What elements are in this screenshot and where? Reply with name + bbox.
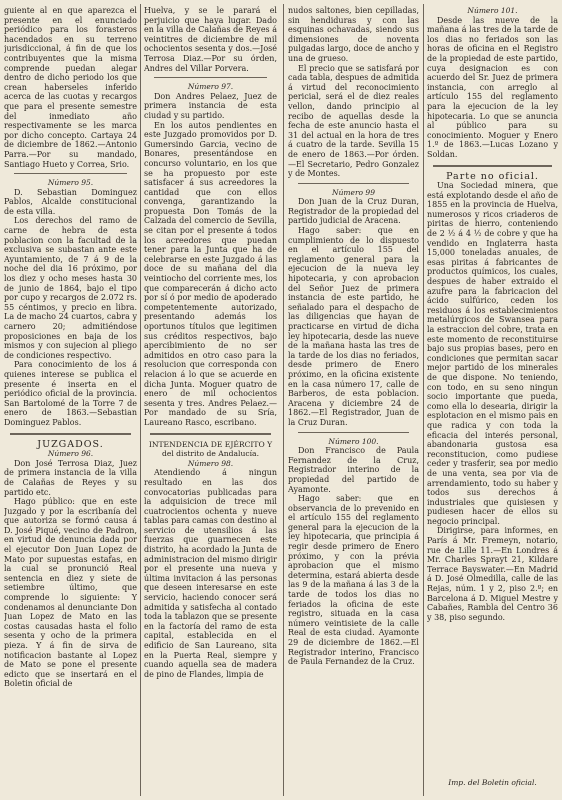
section-title: INTENDENCIA DE EJÉRCITO Y del distrito de Andalucía. xyxy=(148,439,273,459)
column-rule xyxy=(283,4,284,796)
paragraph: Don José Terrosa Diaz, Juez de primera instancia de la villa de Calañas de Reyes y su partido etc. xyxy=(4,458,137,497)
column-rule xyxy=(140,4,141,796)
paragraph: Hago saber: que en observancia de lo prevenido en el artículo 155 del reglamento general para la ejecucion de la ley hipotecaria, que principia á regir desde primero de Enero próximo, y con la prévia aprobacion que el mismo determina, estará abierta desde las 9 de la mañana á las 3 de la tarde de todos los dias no feriados la oficina de este registro, situada en la casa número veintisiete de la calle Real de esta ciudad. Ayamonte 29 de diciembre de 1862.—El Registrador interino, Francisco de Paula Fernandez de la Cruz. xyxy=(288,494,419,667)
paragraph: Dirigirse, para informes, en París á Mr. Fremeyn, notario, rue de Lille 11.—En Londres á Mr. Charles Sprayt 21, Kildare Terrace Bayswater.—En Madrid á D. José Olmedilla, calle de las Rejas, núm. 1 y 2, piso 2.º; en Barcelona á D. Miguel Mestre y Cabañes, Rambla del Centro 36 y 38, piso segundo. xyxy=(427,526,558,622)
paragraph: guiente al en que aparezca el presente en el enunciado periódico para los forasteros hacendados en su terreno jurisdiccional, á fin de que los contribuyentes que la misma comprende puedan alegar dentro de dicho periodo los que crean haberseles inferido acerca de las cuotas y recargos que para el presente semestre del inmediato año respectivamente se les marca por dicho concepto. Cartaya 24 de diciembre de 1862.—Antonio Parra.—Por su mandado, Santiago Hueto y Correa, Srio. xyxy=(4,6,137,169)
paragraph: Hago público: que en este Juzgado y por la escribanía del que autoriza se formó causa á D. José Piqué, vecino de Padron, en virtud de denuncia dada por el ejecutor Don Juan Lopez de Mato por supuestas estafas, en la cual se pronunció Real sentencia en diez y siete de setiembre último, que comprende lo siguiente: Y condenamos al denunciante Don Juan Lopez de Mato en las costas causadas hasta el folio sesenta y ocho de la primera pieza. Y á fin de sirva de notificacion bastante al Lopez de Mato se pone el presente edicto que se insertará en el Boletin oficial de xyxy=(4,497,137,689)
column-4 xyxy=(427,6,558,772)
section-title: JUZGADOS. xyxy=(37,438,104,450)
divider xyxy=(14,173,127,174)
paragraph: Don Andres Pelaez, Juez de primera instancia de esta ciudad y su partido. xyxy=(144,91,277,120)
divider xyxy=(433,165,552,167)
divider xyxy=(150,433,271,435)
notice-number: Número 99 xyxy=(332,187,375,197)
paragraph: Hago saber: que en cumplimiento de lo dispuesto en el artículo 155 del reglamento general para la ejecucion de la nueva ley hipotecaria, y con aprobacion del Señor Juez de primera instancia de este partido, he señalado para el despacho de las diligencias que hayan de practicarse en virtud de dicha ley hipotecaria, desde las nueve de la mañana hasta las tres de la tarde de los dias no feriados, desde primero de Enero próximo, en la oficina existente en la casa número 17, calle de Barberos, de esta poblacion. Aracena y diciembre 24 de 1862.—El Registrador, Juan de la Cruz Duran. xyxy=(288,226,419,427)
column-1 xyxy=(4,6,137,796)
printer-imprint: Imp. del Boletin oficial. xyxy=(448,778,537,787)
notice-number: Número 98. xyxy=(187,458,234,468)
column-3 xyxy=(288,6,419,796)
paragraph: Una Sociedad minera, que está explotando desde el año de 1855 en la provincia de Huelva, numerosos y ricos criaderos de piritas de hierro, conteniendo de 2 ½ á 4 ½ de cobre y que ha vendido en Inglaterra hasta 15,000 toneladas anuales, de esas piritas á fabricantes de productos químicos, los cuales, despues de haber extraido el azufre para la fabricacion del ácido sulfúrico, ceden los residuos á los establecimientos metalúrgicos de Swansea para la estraccion del cobre, trata en este momento de reconstituirse bajo sus propias bases, pero en condiciones que permitan sacar mejor partido de los minerales de que dispone. No teniendo, con todo, en su seno ningun socio importante que pueda, como ella lo desearia, dirigir la esplotacion en el mismo pais en que radica y con toda la eficacia del interés personal, abandonaria gustosa esa reconstitucion, como pudiese ceder y trasferir, sea por medio de una venta, sea por via de arrendamiento, todo su haber y todos sus derechos á industriales que quisiesen y pudiesen hacer de ellos su negocio principal. xyxy=(427,181,558,526)
paragraph: El precio que se satisfará por cada tabla, despues de admitida á virtud del reconocimiento pericial, será el de diez reales vellon, dando principio al recibo de aquellas desde la fecha de este anuncio hasta el 31 del actual en la hora de tres á cuatro de la tarde. Sevilla 15 de enero de 1863.—Por órden.—El Secretario, Pedro Gonzalez y de Montes. xyxy=(288,63,419,179)
paragraph: nudos saltones, bien cepilladas, sin hendiduras y con las esquinas ochavadas, siendo sus dimensiones de noventa pulgadas largo, doce de ancho y una de grueso. xyxy=(288,6,419,63)
paragraph: Don Juan de la Cruz Duran, Registrador de la propiedad del partido judicial de Aracena. xyxy=(288,197,419,226)
divider xyxy=(10,433,131,435)
paragraph: Desde las nueve de la mañana á las tres de la tarde de los dias no feriados son las horas de oficina en el Registro de la propiedad de este partido, cuya designacion es con acuerdo del Sr. Juez de primera instancia, con arreglo al artículo 155 del reglamento para la ejecucion de la ley hipotecaria. Lo que se anuncia al público para su conocimiento. Moguer y Enero 1.º de 1863.—Lucas Lozano y Soldan. xyxy=(427,15,558,159)
notice-number: Número 96. xyxy=(47,449,94,459)
paragraph: Atendiendo á ningun resultado en las dos convocatorias publicadas para la adquisicion de trece mil cuatrocientos ochenta y nueve tablas para camas con destino al servicio de utensilios á las fuerzas que guarnecen este distrito, ha acordado la Junta de administracion del mismo dirigir por el presente una nueva y última invitacion á las personas que deseen interesarse en este servicio, haciendo conocer será admitida y satisfecha al contado toda la tablazon que se presente en la factoría del ramo de esta capital, establecida en el edificio de San Laureano, sita en la Puerta Real, siempre y cuando aquella sea de madera de pino de Flandes, limpia de xyxy=(144,468,277,679)
paragraph: D. Sebastian Dominguez Pablos, Alcalde constitucional de esta villa. xyxy=(4,187,137,216)
notice-number: Número 100. xyxy=(328,436,379,446)
paragraph: En los autos pendientes en este Juzgado promovidos por D. Gumersindo Garcia, vecino de Bonares, presentándose en concurso voluntario, en los que se ha propuesto por este satisfacer á sus acreedores la cantidad que con ellos convenga, garantizando la propuesta Don Tomás de la Calzada del comercio de Sevilla, se citan por el presente á todos los acreedores que puedan tener para la Junta que ha de celebrarse en este Juzgado á las doce de su mañana del dia veintiocho del corriente mes, los que comparecerán á dicho acto por sí ó por medio de apoderado competentemente autorizado, presentando además los oportunos títulos que legitimen sus créditos respectivos, bajo apercibimiento de no ser admitidos en otro caso para la resolucion que corresponda con relacion á lo que se acuerde en dicha Junta. Moguer quatro de enero de mil ochocientos sesenta y tres. Andres Pelaez.—Por mandado de su Sría, Laureano Rasco, escribano. xyxy=(144,120,277,427)
paragraph: Don Francisco de Paula Fernandez de la Cruz, Registrador interino de la propiedad del partido de Ayamonte. xyxy=(288,446,419,494)
divider xyxy=(298,432,409,433)
divider xyxy=(298,183,409,184)
section-title: Parte no oficial. xyxy=(446,170,539,182)
paragraph: Para conocimiento de los á quienes interese se publica el presente é inserta en el periódico oficial de la provincia. San Bartolomé de la Torre 7 de enero de 1863.—Sebastian Dominguez Pablos. xyxy=(4,360,137,427)
notice-number: Número 101. xyxy=(467,6,518,15)
column-2 xyxy=(144,6,277,796)
paragraph: Los derechos del ramo de carne de hebra de esta poblacion con la facultad de la exclusiva se subastan ante este Ayuntamiento, de 7 á 9 de la noche del dia 16 próximo, por los diez y ocho meses hasta 30 de junio de 1864, bajo el tipo por cupo y recargos de 2.072 rs. 55 céntimos, y precio en libra. La de macho 24 cuartos, cabra y carnero 20; admitiéndose proposiciones en baja de los mismos y con sujecion al pliego de condiciones respectivo. xyxy=(4,216,137,360)
notice-number: Número 95. xyxy=(47,178,94,188)
column-rule xyxy=(423,4,424,796)
notice-number: Número 97. xyxy=(187,82,234,92)
paragraph: Huelva, y se le parará el perjuicio que haya lugar. Dado en la villa de Calañas de Reyes á veintitres de diciembre de mil ochocientos sesenta y dos.—José Terrosa Diaz.—Por su órden, Andres del Villar Porvera. xyxy=(144,6,277,73)
divider xyxy=(154,77,267,78)
